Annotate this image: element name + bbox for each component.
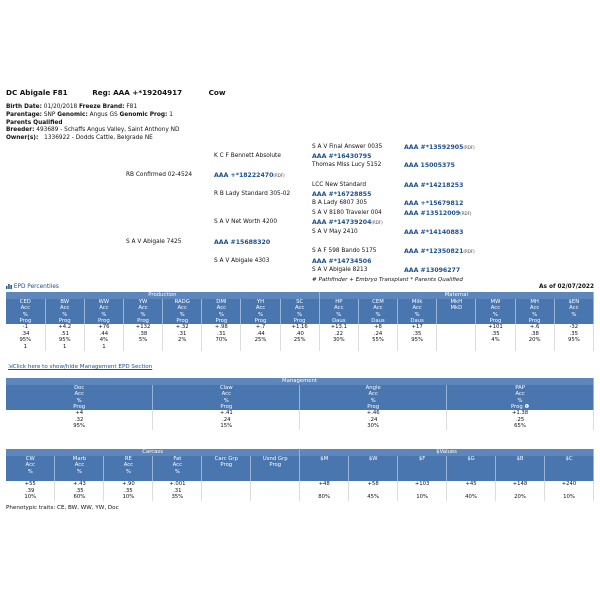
pedigree-ggd4-reg[interactable]: AAA #13096277 <box>404 267 461 274</box>
pedigree-gs1[interactable]: K C F Bennett Absolute <box>214 153 281 159</box>
table-cell: +.001 <box>153 481 202 488</box>
pedigree-gs1-reg[interactable]: AAA #*16430795 <box>312 153 372 160</box>
carcass-col-header: Fat Acc % <box>153 456 202 481</box>
table-cell: +.7 <box>241 324 280 331</box>
animal-header <box>6 88 225 97</box>
table-cell: +76 <box>84 324 123 331</box>
epd-title-bar <box>6 284 594 290</box>
carcass-col-header: $B <box>496 456 545 481</box>
table-cell <box>358 344 397 351</box>
production-col-header: DMI Acc % Prog <box>202 299 241 324</box>
table-cell: 70% <box>202 337 241 344</box>
table-cell: .51 <box>45 331 84 338</box>
table-cell: 60% <box>55 494 104 501</box>
production-maternal-table <box>6 292 594 351</box>
table-cell: .31 <box>202 331 241 338</box>
table-cell <box>437 331 476 338</box>
table-cell: +240 <box>544 481 593 488</box>
info-icon[interactable]: ❶ <box>522 403 530 410</box>
birth-date-row: Birth Date: 01/20/2018 Freeze Brand: F81 <box>6 104 138 110</box>
table-cell: 15% <box>153 423 300 430</box>
table-cell: 10% <box>398 494 447 501</box>
table-cell: 5% <box>123 337 162 344</box>
pedigree-gs2[interactable]: S A V Net Worth 4200 <box>214 219 278 225</box>
epd-title: EPD Percentiles <box>13 284 59 290</box>
registration-number: Reg: AAA +*19204917 <box>92 88 183 97</box>
production-col-header: WW Acc % Prog <box>84 299 123 324</box>
carcass-col-header: $W <box>349 456 398 481</box>
table-cell: 95% <box>554 337 593 344</box>
carcass-col-header: $G <box>447 456 496 481</box>
table-cell: .35 <box>104 488 153 495</box>
table-cell: +103 <box>398 481 447 488</box>
table-cell: .35 <box>476 331 515 338</box>
carcass-col-header: Marb Acc % <box>55 456 104 481</box>
toggle-arrow-icon: ⇲ <box>8 364 13 370</box>
management-col-header: PAP Acc % Prog ❶ <box>447 385 594 410</box>
table-cell: 30% <box>300 423 447 430</box>
pedigree-ggd2[interactable]: B A Lady 6807 305 <box>312 200 368 206</box>
table-cell: -1 <box>6 324 45 331</box>
pedigree-sire-reg[interactable]: AAA +*18222470(RDF) <box>214 172 285 179</box>
carcass-values-table <box>6 449 594 501</box>
breeder-row: Breeder: 493689 - Schaffs Angus Valley, Saint Anthony ND <box>6 127 180 134</box>
table-cell: .24 <box>358 331 397 338</box>
production-col-header: MkH MkD <box>437 299 476 324</box>
management-group-header: Management <box>6 378 594 385</box>
table-cell: 40% <box>447 494 496 501</box>
management-table <box>6 378 594 430</box>
table-cell: 10% <box>6 494 55 501</box>
table-cell: .24 <box>153 417 300 424</box>
table-cell: 20% <box>496 494 545 501</box>
table-cell: .22 <box>319 331 358 338</box>
pedigree-dam[interactable]: S A V Abigale 7425 <box>126 239 182 245</box>
table-cell <box>349 488 398 495</box>
production-col-header: RADG Acc % Prog <box>163 299 202 324</box>
table-cell <box>319 344 358 351</box>
table-cell <box>398 488 447 495</box>
pedigree-ggd4[interactable]: S A V Abigale 8213 <box>312 267 368 273</box>
table-cell: +55 <box>6 481 55 488</box>
table-cell <box>163 344 202 351</box>
epd-as-of-date: As of 02/07/2022 <box>539 284 594 290</box>
table-cell: .25 <box>447 417 594 424</box>
table-cell: 10% <box>104 494 153 501</box>
animal-info <box>6 104 179 143</box>
pedigree-legend: # Pathfinder + Embryo Transplant * Parents Qualified <box>312 277 463 283</box>
production-col-header: MH Acc % Prog <box>515 299 554 324</box>
table-cell: +.6 <box>515 324 554 331</box>
table-cell: .40 <box>280 331 319 338</box>
pedigree-ggd3-reg[interactable]: AAA #*14140883 <box>404 229 464 236</box>
production-col-header: BW Acc % Prog <box>45 299 84 324</box>
table-cell: -32 <box>554 324 593 331</box>
table-cell: +45 <box>447 481 496 488</box>
table-row <box>6 331 594 338</box>
table-cell: .44 <box>241 331 280 338</box>
carcass-group-header: Carcass <box>6 449 300 456</box>
table-cell: +.98 <box>202 324 241 331</box>
table-cell: 2% <box>163 337 202 344</box>
table-cell: +.32 <box>163 324 202 331</box>
table-cell <box>554 344 593 351</box>
table-cell: 35% <box>153 494 202 501</box>
table-cell: 55% <box>358 337 397 344</box>
carcass-col-header: RE Acc % <box>104 456 153 481</box>
table-cell: .34 <box>6 331 45 338</box>
production-col-header: SC Acc % Prog <box>280 299 319 324</box>
pedigree-ggs4-reg[interactable]: AAA #*12350821(RDF) <box>404 248 475 255</box>
table-cell <box>476 344 515 351</box>
table-cell <box>251 488 300 495</box>
table-cell: 1 <box>84 344 123 351</box>
table-cell: .31 <box>163 331 202 338</box>
table-cell <box>496 488 545 495</box>
animal-name: DC Abigale F81 <box>6 88 68 97</box>
pedigree-ggd2-reg[interactable]: AAA +*15679812 <box>404 200 464 207</box>
table-cell: 45% <box>349 494 398 501</box>
table-cell: +.46 <box>300 410 447 417</box>
pedigree-ggs1[interactable]: S A V Final Answer 0035 <box>312 144 383 150</box>
production-col-header: YW Acc % Prog <box>123 299 162 324</box>
maternal-group-header: Maternal <box>319 292 593 299</box>
table-row <box>6 337 594 344</box>
table-cell: +48 <box>300 481 349 488</box>
table-cell: +.41 <box>153 410 300 417</box>
table-cell: .38 <box>123 331 162 338</box>
table-cell <box>202 481 251 488</box>
carcass-col-header: Carc Grp Prog <box>202 456 251 481</box>
table-cell: 65% <box>447 423 594 430</box>
production-col-header: CEM Acc % Daus <box>358 299 397 324</box>
management-col-header: Angle Acc % Prog <box>300 385 447 410</box>
table-row <box>6 410 594 417</box>
parents-qualified: Parents Qualified <box>6 119 63 126</box>
pedigree-ggd3[interactable]: S A V May 2410 <box>312 229 358 235</box>
table-cell: .32 <box>6 417 153 424</box>
table-cell: .31 <box>153 488 202 495</box>
values-group-header: $Values <box>300 449 594 456</box>
table-cell: +.90 <box>104 481 153 488</box>
production-col-header: $EN Acc % <box>554 299 593 324</box>
table-row <box>6 324 594 331</box>
table-cell: +1.16 <box>280 324 319 331</box>
table-cell: 4% <box>84 337 123 344</box>
table-cell: +.43 <box>55 481 104 488</box>
management-col-header: Doc Acc % Prog <box>6 385 153 410</box>
table-cell: +4.2 <box>45 324 84 331</box>
table-cell: 4% <box>476 337 515 344</box>
pedigree-gd1-reg[interactable]: AAA #*16728855 <box>312 191 372 198</box>
pedigree-ggs4[interactable]: S A F 598 Bando 5175 <box>312 248 377 254</box>
production-col-header: HP Acc % Daus <box>319 299 358 324</box>
pedigree-ggd1-reg[interactable]: AAA 15005375 <box>404 162 455 169</box>
table-cell: .24 <box>300 417 447 424</box>
production-col-header: CED Acc % Prog <box>6 299 45 324</box>
table-row <box>6 417 594 424</box>
pedigree-ggs2[interactable]: LCC New Standard <box>312 182 367 188</box>
table-cell: +58 <box>349 481 398 488</box>
pedigree-ggs2-reg[interactable]: AAA #*14218253 <box>404 182 464 189</box>
table-cell <box>515 344 554 351</box>
management-col-header: Claw Acc % Prog <box>153 385 300 410</box>
carcass-col-header: Usnd Grp Prog <box>251 456 300 481</box>
table-cell <box>437 324 476 331</box>
table-cell: 25% <box>280 337 319 344</box>
table-cell <box>241 344 280 351</box>
pedigree-ggs3-reg[interactable]: AAA #13512009(RDF) <box>404 210 472 217</box>
table-cell: 25% <box>241 337 280 344</box>
table-cell: +8 <box>358 324 397 331</box>
table-cell <box>447 488 496 495</box>
production-col-header: MW Acc % Prog <box>476 299 515 324</box>
table-cell <box>437 344 476 351</box>
table-cell <box>437 337 476 344</box>
pedigree-gd2-reg[interactable]: AAA #*14734506 <box>312 258 372 265</box>
table-cell: .44 <box>84 331 123 338</box>
table-cell: +13.1 <box>319 324 358 331</box>
table-cell: .35 <box>554 331 593 338</box>
table-cell: +4 <box>6 410 153 417</box>
table-cell: .35 <box>398 331 437 338</box>
toggle-management-epd-link[interactable]: ⇲Click here to show/hide Management EPD Section <box>8 364 153 370</box>
table-cell: 80% <box>300 494 349 501</box>
table-cell: +1.38 <box>447 410 594 417</box>
table-cell <box>123 344 162 351</box>
table-row <box>6 423 594 430</box>
table-cell <box>202 344 241 351</box>
table-cell: +132 <box>123 324 162 331</box>
table-cell <box>251 481 300 488</box>
table-cell: .38 <box>515 331 554 338</box>
carcass-col-header: $C <box>544 456 593 481</box>
pedigree-ggd1[interactable]: Thomas Miss Lucy 5152 <box>312 162 382 168</box>
table-cell: 10% <box>544 494 593 501</box>
table-cell: 1 <box>6 344 45 351</box>
table-row <box>6 481 594 488</box>
pedigree-dam-reg[interactable]: AAA #15688320 <box>214 239 271 246</box>
production-col-header: YH Acc % Prog <box>241 299 280 324</box>
table-row <box>6 494 594 501</box>
table-cell: 95% <box>6 423 153 430</box>
parentage-row: Parentage: SNP Genomic: Angus GS Genomic Prog: 1 <box>6 111 173 118</box>
phenotypic-traits-note: Phenotypic traits: CE, BW, WW, YW, Doc <box>6 505 119 511</box>
carcass-col-header: $M <box>300 456 349 481</box>
carcass-col-header: CW Acc % <box>6 456 55 481</box>
table-cell <box>544 488 593 495</box>
table-cell <box>398 344 437 351</box>
table-cell: +101 <box>476 324 515 331</box>
table-cell: 95% <box>6 337 45 344</box>
pedigree-ggs1-reg[interactable]: AAA #*13592905(RDF) <box>404 144 475 151</box>
owner-row: Owner(s): 1336922 - Dodds Cattle, Belgrade NE <box>6 135 153 142</box>
table-cell: 30% <box>319 337 358 344</box>
animal-sex: Cow <box>208 88 226 97</box>
pedigree-sire[interactable]: RB Confirmed 02-4524 <box>126 172 193 178</box>
pedigree-gd1[interactable]: R B Lady Standard 305-02 <box>214 191 291 197</box>
table-cell: 95% <box>45 337 84 344</box>
table-row <box>6 344 594 351</box>
table-cell: 95% <box>398 337 437 344</box>
table-cell <box>300 488 349 495</box>
table-cell: 20% <box>515 337 554 344</box>
production-col-header: Milk Acc % Daus <box>398 299 437 324</box>
table-cell: +17 <box>398 324 437 331</box>
pedigree-gd2[interactable]: S A V Abigale 4303 <box>214 258 270 264</box>
pedigree-gs2-reg[interactable]: AAA #*14739204(RDF) <box>312 219 383 226</box>
table-cell <box>280 344 319 351</box>
table-row <box>6 488 594 495</box>
pedigree-ggs3[interactable]: S A V 8180 Traveler 004 <box>312 210 382 216</box>
table-cell: +148 <box>496 481 545 488</box>
table-cell <box>202 494 251 501</box>
bar-chart-icon <box>6 284 12 289</box>
carcass-col-header: $F <box>398 456 447 481</box>
table-cell: .35 <box>55 488 104 495</box>
table-cell: .39 <box>6 488 55 495</box>
table-cell <box>251 494 300 501</box>
table-cell <box>202 488 251 495</box>
production-group-header: Production <box>6 292 319 299</box>
table-cell: 1 <box>45 344 84 351</box>
